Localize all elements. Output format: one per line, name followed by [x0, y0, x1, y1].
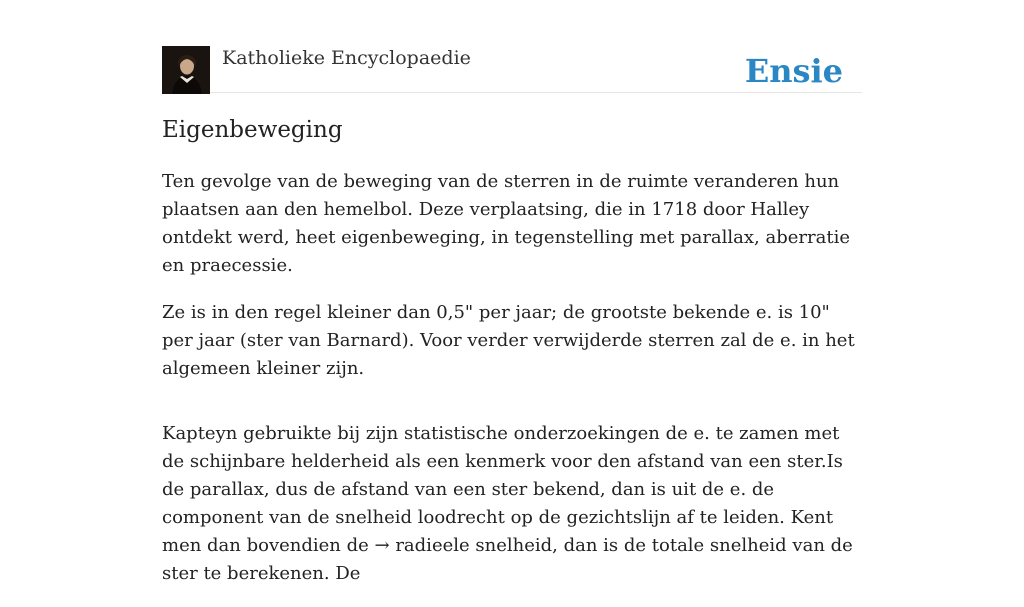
- header: [162, 46, 862, 93]
- source-name[interactable]: Katholieke Encyclopaedie: [222, 47, 471, 69]
- ensie-logo[interactable]: Ensie: [744, 52, 843, 90]
- article-body: [162, 168, 862, 607]
- avatar[interactable]: [162, 46, 210, 94]
- paragraph: Kapteyn gebruikte bij zijn statistische onderzoekingen de e. te zamen met de schijnbare helderheid als een kenmerk voor den afstand van een ster.Is de parallax, dus de afstand van een ster bekend, dan is uit de e. de component van de snelheid loodrecht op de gezichtslijn af te leiden. Kent men dan bovendien de → radieele snelheid, dan is de totale snelheid van de ster te berekenen. De: [162, 423, 853, 584]
- page-title: Eigenbeweging: [162, 117, 343, 143]
- paragraph: Ze is in den regel kleiner dan 0,5" per jaar; de grootste bekende e. is 10" per jaar (ster van Barnard). Voor verder verwijderde sterren zal de e. in het algemeen kleiner zijn.: [162, 302, 855, 379]
- paragraph: Ten gevolge van de beweging van de sterren in de ruimte veranderen hun plaatsen aan den hemelbol. Deze verplaatsing, die in 1718 door Halley ontdekt werd, heet eigenbeweging, in tegenstelling met parallax, aberratie en praecessie.: [162, 171, 850, 276]
- portrait-avatar-icon: [162, 46, 210, 94]
